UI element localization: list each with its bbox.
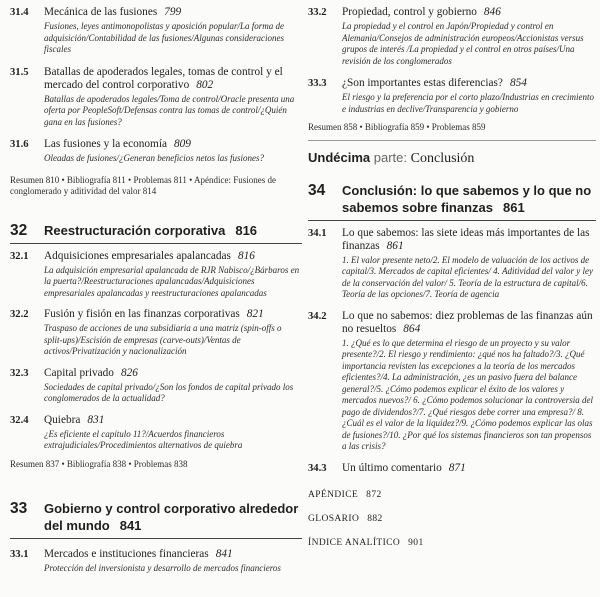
- page-number: 802: [196, 78, 214, 91]
- part-heading: [308, 150, 596, 166]
- chapter-rule: [10, 243, 302, 244]
- section-description: La adquisición empresarial apalancada de RJR Nabisco/¿Bárbaros en la puerta?/Reestructuraciones apalancadas/Adquisiciones empresariales apalancadas y reestructuraciones apalancadas: [44, 264, 300, 298]
- chapter-32-heading: [10, 222, 302, 239]
- section-34-1: [308, 227, 596, 301]
- chapter-title: Conclusión: lo que sabemos y lo que no sabemos sobre finanzas: [342, 182, 592, 215]
- chapter-page: 841: [119, 518, 142, 533]
- chapter-title: Reestructuración corporativa: [44, 222, 226, 238]
- section-description: Oleadas de fusiones/¿Generan beneficios netos las fusiones?: [44, 153, 264, 163]
- section-title: Un último comentario: [342, 461, 442, 474]
- chapter-number: 34: [308, 181, 326, 199]
- chapter-33-heading: [10, 500, 302, 534]
- section-description: 1. El valor presente neto/2. El modelo de valuación de los activos de capital/3. Mercados de capital eficientes/ 4. Aditividad del valor y ley de la conservación del valor/ 5. Teoría de la estructura de capital/6. Teoría de las opciones/7. Teoría de agencia: [342, 254, 593, 299]
- index-entry: [308, 537, 596, 549]
- left-column: [10, 0, 302, 575]
- section-number: 33.2: [308, 7, 327, 18]
- chapter-page: 861: [503, 199, 525, 215]
- page-number: 841: [215, 548, 233, 560]
- section-number: 33.1: [10, 549, 29, 560]
- chapter-32-endmatter: Resumen 837 • Bibliografía 838 • Problemas 838: [10, 458, 188, 469]
- section-description: Protección del inversionista y desarrollo de mercados financieros: [44, 563, 281, 573]
- section-32-4: [10, 414, 302, 452]
- section-description: Fusiones, leyes antimonopolistas y aposición popular/La forma de adquisición/Contabilidad de las fusiones/Algunas consideraciones fiscales: [44, 21, 284, 54]
- section-number: 31.4: [10, 7, 29, 18]
- page-number: 821: [246, 308, 264, 320]
- section-description: Sociedades de capital privado/¿Son los fondos de capital privado los conglomerados de la actualidad?: [44, 381, 294, 403]
- chapter-31-endmatter: Resumen 810 • Bibliografía 811 • Problemas 811 • Apéndice: Fusiones de conglomerado y aditividad del valor 814: [10, 174, 277, 196]
- page-number: 846: [483, 6, 501, 18]
- glossary-label: GLOSARIO: [308, 513, 360, 524]
- part-divider: [308, 140, 596, 141]
- page-number: 872: [366, 489, 382, 500]
- section-title: Capital privado: [44, 366, 114, 379]
- chapter-33-endmatter: Resumen 858 • Bibliografía 859 • Problemas 859: [308, 122, 486, 132]
- page-number: 861: [386, 239, 404, 252]
- page-number: 816: [237, 249, 255, 262]
- index-label: ÍNDICE ANALÍTICO: [308, 537, 401, 548]
- page-number: 826: [120, 366, 138, 379]
- section-description: Traspaso de acciones de una subsidiaria a una matriz (spin-offs o split-ups)/Escisión de empresas (carve-outs)/Ventas de activos/Privatización y nacionalización: [44, 323, 282, 356]
- section-number: 32.2: [10, 309, 29, 320]
- section-number: 34.2: [308, 310, 327, 322]
- section-title: Propiedad, control y gobierno: [342, 6, 477, 18]
- section-description: La propiedad y el control en Japón/Propiedad y control en Alemania/Consejos de administración europeos/Accionistas versus grupos de interés /La propiedad y el control en otros países/Una revisión de los conglomerados: [342, 21, 584, 66]
- section-33-3: [308, 77, 596, 115]
- page-number: 882: [367, 513, 383, 524]
- page-number: 864: [403, 322, 421, 335]
- section-title: Lo que no sabemos: diez problemas de las finanzas aún no resueltos: [342, 309, 593, 335]
- section-description: Batallas de apoderados legales/Toma de control/Oracle presenta una oferta por PeopleSoft/Defensas contra las tomas de control/¿Quién gana en las fusiones?: [44, 93, 295, 127]
- page-number: 901: [408, 537, 424, 548]
- section-description: El riesgo y la preferencia por el corto plazo/Industrias en crecimiento e industrias en declive/Transparencia y gobierno: [342, 92, 594, 114]
- chapter-34-heading: [308, 182, 596, 216]
- section-title: Mercados e instituciones financieras: [44, 548, 209, 560]
- section-31-5: [10, 66, 302, 129]
- page-number: 854: [509, 77, 527, 89]
- appendix-entry: [308, 489, 596, 501]
- section-title: Mecánica de las fusiones: [44, 6, 158, 18]
- page-number: 799: [164, 6, 182, 18]
- section-title: Quiebra: [44, 413, 81, 426]
- chapter-title: Gobierno y control corporativo alrededor del mundo: [44, 501, 299, 533]
- chapter-rule: [308, 220, 596, 221]
- appendix-label: APÉNDICE: [308, 489, 359, 500]
- chapter-page: 816: [235, 222, 258, 238]
- section-32-1: [10, 250, 302, 300]
- section-title: Batallas de apoderados legales, tomas de control y el mercado del control corporativo: [44, 65, 283, 91]
- section-number: 31.5: [10, 66, 29, 78]
- section-number: 34.3: [308, 462, 327, 474]
- part-label: Undécima: [308, 149, 371, 165]
- section-number: 31.6: [10, 139, 29, 150]
- page-number: 809: [173, 138, 191, 150]
- chapter-number: 32: [10, 221, 28, 239]
- part-word: parte:: [373, 149, 408, 165]
- page-number: 831: [87, 413, 105, 426]
- part-title: Conclusión: [410, 150, 475, 166]
- section-description: 1. ¿Qué es lo que determina el riesgo de un proyecto y su valor presente?/2. El riesgo y rendimiento: ¿qué nos ha faltado?/3. ¿Qué importancia revisten las excepciones a la teoría de los mercados eficientes?/4. La administración, ¿es un pasivo fuera del balance general?/5. ¿Cómo podemos explicar el éxito de los valores y mercados nuevos?/ 6. ¿Cómo podemos solucionar la controversia del pago de dividendos?/7. ¿Qué riesgos debe correr una empresa?/ 8. ¿Cuál es el valor de la liquidez?/9. ¿Cómo podemos explicar las olas de fusiones?/10. ¿Por qué los sistemas financieros son tan propensos a las crisis?: [342, 337, 594, 451]
- section-number: 32.4: [10, 414, 29, 426]
- chapter-number: 33: [10, 500, 28, 517]
- section-34-3: [308, 462, 596, 475]
- section-title: Las fusiones y la economía: [44, 138, 167, 150]
- glossary-entry: [308, 513, 596, 525]
- section-title: Lo que sabemos: las siete ideas más importantes de las finanzas: [342, 226, 590, 252]
- page-number: 871: [448, 461, 466, 474]
- section-33-2: [308, 6, 596, 67]
- section-number: 32.1: [10, 250, 29, 262]
- section-31-6: [10, 138, 302, 165]
- section-34-2: [308, 310, 596, 453]
- section-33-1: [10, 548, 302, 575]
- section-31-4: [10, 6, 302, 56]
- right-column: [308, 0, 596, 549]
- section-description: ¿Es eficiente el capítulo 11?/Acuerdos financieros extrajudiciales/Procedimientos alternativos de quiebra: [44, 428, 243, 450]
- section-number: 32.3: [10, 367, 29, 379]
- section-title: ¿Son importantes estas diferencias?: [342, 77, 503, 89]
- chapter-rule: [10, 538, 302, 539]
- section-32-3: [10, 367, 302, 405]
- section-title: Fusión y fisión en las finanzas corporativas: [44, 308, 240, 320]
- section-32-2: [10, 308, 302, 358]
- section-number: 34.1: [308, 227, 327, 239]
- section-number: 33.3: [308, 78, 327, 89]
- section-title: Adquisiciones empresariales apalancadas: [44, 249, 231, 262]
